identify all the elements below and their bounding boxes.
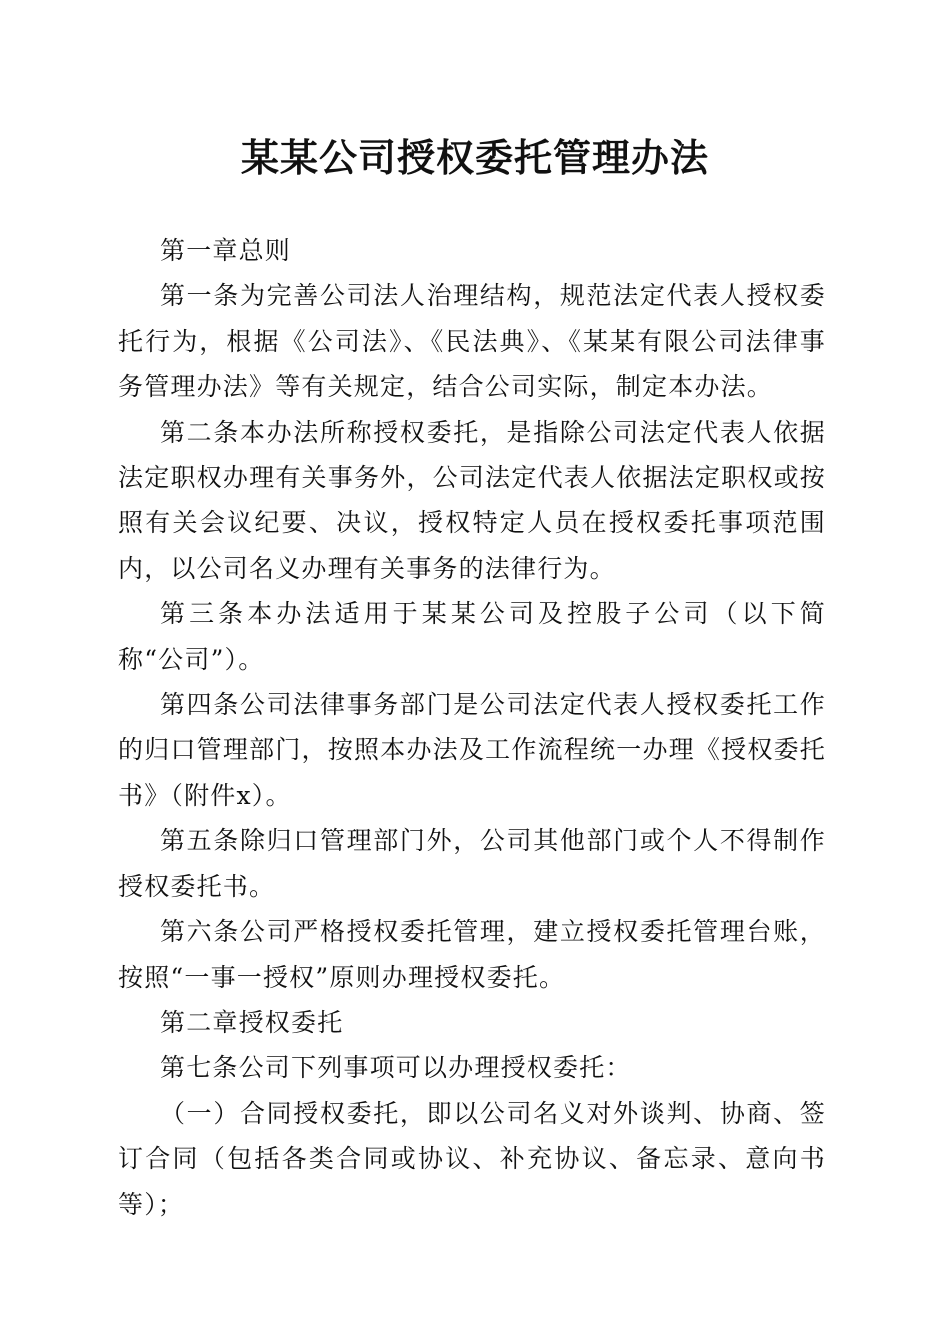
document-body <box>118 228 826 1227</box>
article-paragraph: 第三条本办法适用于某某公司及控股子公司（以下简称“公司”）。 <box>118 599 826 674</box>
document-title: 某某公司授权委托管理办法 <box>240 135 709 180</box>
article-paragraph: 第五条除归口管理部门外，公司其他部门或个人不得制作授权委托书。 <box>118 826 826 901</box>
article-item: （一）合同授权委托，即以公司名义对外谈判、协商、签订合同（包括各类合同或协议、补充协议、备忘录、意向书等）； <box>118 1098 826 1219</box>
article-paragraph: 第七条公司下列事项可以办理授权委托： <box>160 1053 632 1083</box>
article-paragraph: 第四条公司法律事务部门是公司法定代表人授权委托工作的归口管理部门，按照本办法及工作流程统一办理《授权委托书》（附件x）。 <box>118 690 826 810</box>
article-paragraph: 第六条公司严格授权委托管理，建立授权委托管理台账，按照“一事一授权”原则办理授权委托。 <box>118 917 826 992</box>
chapter-heading: 第一章总则 <box>160 236 292 265</box>
article-paragraph: 第一条为完善公司法人治理结构，规范法定代表人授权委托行为，根据《公司法》、《民法典》、《某某有限公司法律事务管理办法》等有关规定，结合公司实际，制定本办法。 <box>118 281 826 402</box>
chapter-heading: 第二章授权委托 <box>160 1007 344 1037</box>
article-paragraph: 第二条本办法所称授权委托，是指除公司法定代表人依据法定职权办理有关事务外，公司法定代表人依据法定职权或按照有关会议纪要、决议，授权特定人员在授权委托事项范围内，以公司名义办理有关事务的法律行为。 <box>118 417 826 583</box>
